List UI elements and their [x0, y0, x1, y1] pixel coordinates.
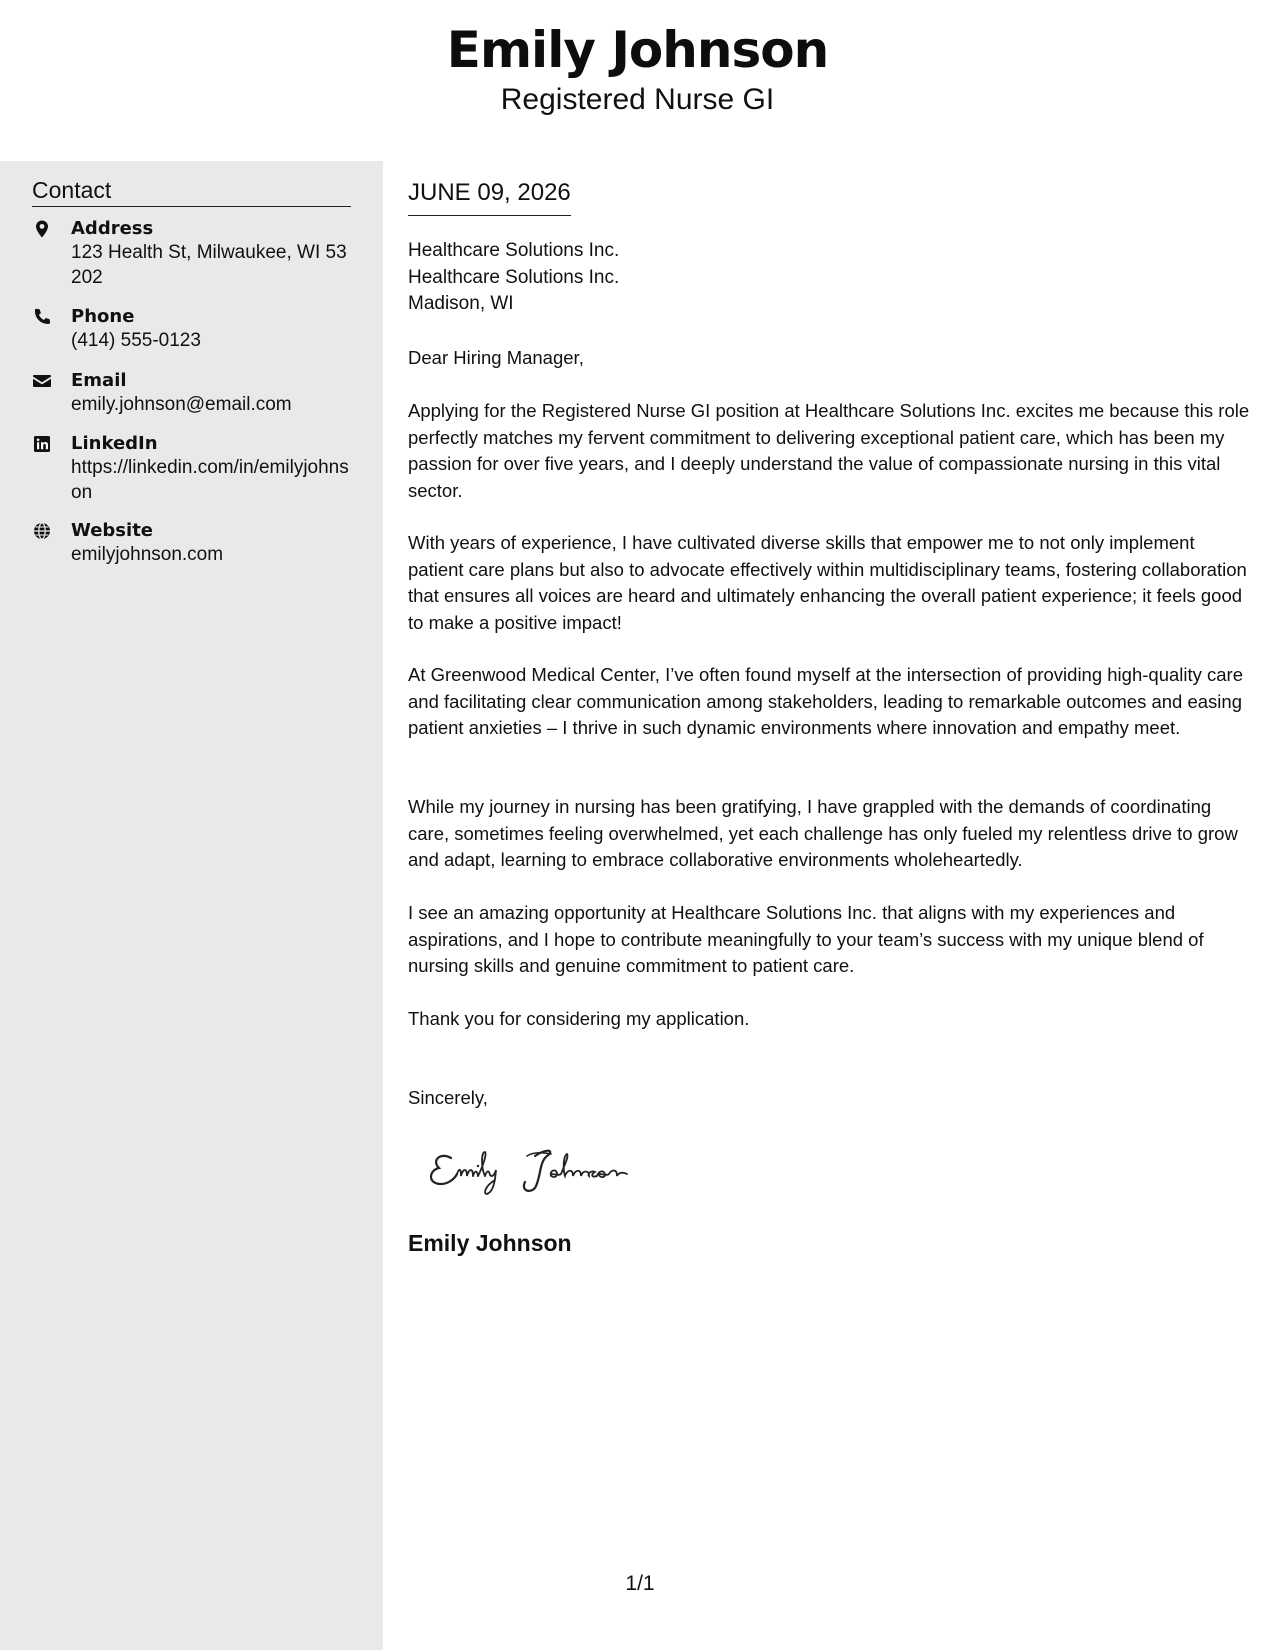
recipient-line: Madison, WI: [408, 293, 514, 314]
body-paragraph: At Greenwood Medical Center, I’ve often found myself at the intersection of providing high-quality care and facilitating clear communication among stakeholders, leading to remarkable outcomes and easing patient anxieties – I thrive in such dynamic environments where innovation and empathy meet.: [408, 664, 1244, 738]
recipient-line: Healthcare Solutions Inc.: [408, 266, 620, 288]
map-pin-icon: [32, 219, 54, 241]
closing: Sincerely,: [408, 1087, 488, 1108]
recipient-block: [408, 238, 619, 318]
contact-section-title: Contact: [32, 175, 351, 207]
applicant-role: Registered Nurse GI: [500, 83, 775, 116]
contact-sidebar: [0, 161, 383, 1650]
body-paragraph: While my journey in nursing has been gratifying, I have grappled with the demands of coordinating care, sometimes feeling overwhelmed, yet each challenge has only fueled my relentless drive to grow and adapt, learning to embrace collaborative environments wholeheartedly.: [408, 796, 1238, 870]
website-label: Website: [71, 520, 154, 541]
address-label: Address: [71, 218, 154, 239]
linkedin-value: https://linkedin.com/in/emilyjohnson: [71, 457, 349, 503]
envelope-icon: [32, 371, 54, 393]
letter-header: [0, 0, 1275, 160]
signer-name: Emily Johnson: [408, 1230, 572, 1256]
email-value: emily.johnson@email.com: [71, 394, 292, 415]
signature-image: [423, 1138, 663, 1198]
greeting: Dear Hiring Manager,: [408, 347, 584, 368]
linkedin-label: LinkedIn: [71, 433, 158, 454]
phone-label: Phone: [71, 306, 135, 327]
address-value: 123 Health St, Milwaukee, WI 53202: [71, 242, 347, 288]
linkedin-icon: [32, 434, 54, 456]
letter-date: JUNE 09, 2026: [408, 177, 571, 216]
phone-icon: [32, 307, 54, 329]
globe-icon: [32, 521, 54, 543]
body-paragraph: I see an amazing opportunity at Healthcare Solutions Inc. that aligns with my experiences and aspirations, and I hope to contribute meaningfully to your team’s success with my unique blend of nursing skills and genuine commitment to patient care.: [408, 902, 1204, 976]
recipient-line: Healthcare Solutions Inc.: [408, 240, 620, 261]
website-value: emilyjohnson.com: [71, 544, 224, 565]
email-label: Email: [71, 370, 127, 391]
body-paragraph: With years of experience, I have cultivated diverse skills that empower me to not only implement patient care plans but also to advocate effectively within multidisciplinary teams, fostering collaboration that ensures all voices are heard and ultimately enhancing the overall patient experience; it feels good to make a positive impact!: [408, 532, 1247, 633]
closing-thanks: Thank you for considering my application.: [408, 1008, 750, 1029]
page-number: 1/1: [625, 1572, 655, 1595]
body-paragraph: Applying for the Registered Nurse GI position at Healthcare Solutions Inc. excites me because this role perfectly matches my fervent commitment to delivering exceptional patient care, which has been my passion for over five years, and I deeply understand the value of compassionate nursing in this vital sector.: [408, 400, 1250, 501]
applicant-name: Emily Johnson: [446, 21, 829, 79]
phone-value: (414) 555-0123: [71, 330, 201, 351]
